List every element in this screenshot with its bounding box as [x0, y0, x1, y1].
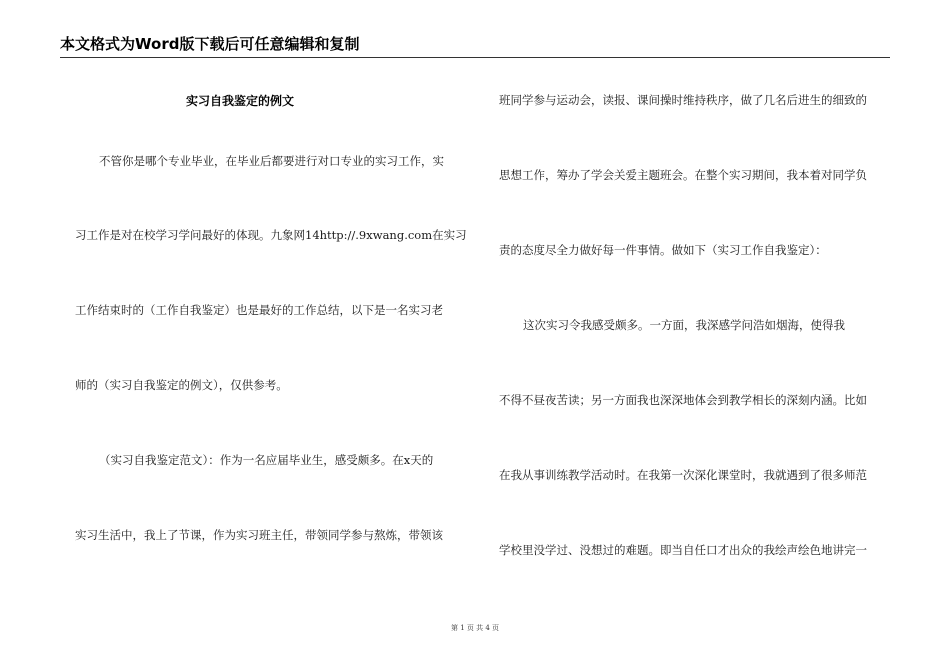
- paragraph-line: 实习生活中，我上了节课，作为实习班主任，带领同学参与熬炼，带领该: [75, 528, 443, 542]
- paragraph-line: 在我从事训练教学活动时。在我第一次深化课堂时，我就遇到了很多师范: [499, 468, 867, 482]
- header-divider: [60, 57, 890, 58]
- paragraph-line: 班同学参与运动会，读报、课间操时维持秩序，做了几名后进生的细致的: [499, 93, 867, 107]
- page-number-footer: 第 1 页 共 4 页: [450, 624, 500, 632]
- paragraph-line: 不得不昼夜苦读；另一方面我也深深地体会到教学相长的深刻内涵。比如: [499, 393, 867, 407]
- paragraph-line: 不管你是哪个专业毕业，在毕业后都要进行对口专业的实习工作，实: [99, 154, 444, 168]
- document-title: 实习自我鉴定的例文: [185, 94, 294, 108]
- paragraph-line: （实习自我鉴定范文）：作为一名应届毕业生，感受颇多。在x天的: [99, 453, 434, 467]
- paragraph-line: 工作结束时的（工作自我鉴定）也是最好的工作总结，以下是一名实习老: [75, 303, 443, 317]
- paragraph-line: 习工作是对在校学习学问最好的体现。九象网14http://.9xwang.com在实习: [75, 228, 467, 242]
- paragraph-line: 师的（实习自我鉴定的例文），仅供参考。: [75, 378, 288, 392]
- document-header-banner: 本文格式为Word版下载后可任意编辑和复制: [60, 35, 360, 53]
- paragraph-line: 思想工作，筹办了学会关爱主题班会。在整个实习期间，我本着对同学负: [499, 168, 867, 182]
- paragraph-line: 学校里没学过、没想过的难题。即当自任口才出众的我绘声绘色地讲完一: [499, 543, 867, 557]
- paragraph-line: 责的态度尽全力做好每一件事情。做如下（实习工作自我鉴定）：: [499, 243, 827, 257]
- paragraph-line: 这次实习令我感受颇多。一方面，我深感学问浩如烟海，使得我: [523, 318, 845, 332]
